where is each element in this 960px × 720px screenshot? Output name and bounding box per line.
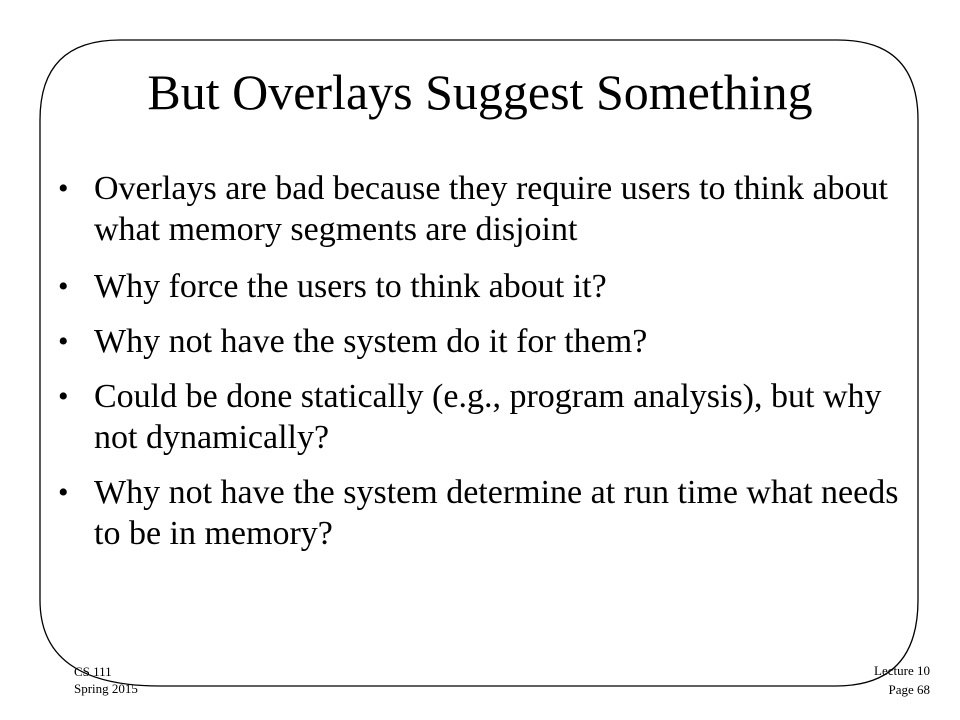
bullet-item [58, 266, 918, 307]
bullet-dot: • [58, 172, 69, 205]
bullet-text: Could be done statically (e.g., program analysis), but why not dynamically? [94, 378, 882, 456]
bullet-item [58, 472, 918, 554]
footer-course: CS 111 [74, 664, 112, 679]
bullet-item [58, 321, 918, 362]
bullet-item [58, 168, 918, 250]
bullet-list [58, 168, 918, 554]
footer-lecture: Lecture 10 [874, 663, 930, 678]
bullet-text: Why not have the system do it for them? [94, 323, 648, 360]
footer-course-info [74, 663, 138, 697]
footer-page: Page 68 [888, 682, 930, 697]
bullet-text: Why not have the system determine at run time what needs to be in memory? [94, 474, 899, 552]
bullet-text: Why force the users to think about it? [94, 268, 607, 305]
bullet-dot: • [58, 270, 69, 303]
bullet-dot: • [58, 325, 69, 358]
bullet-item [58, 376, 918, 458]
bullet-dot: • [58, 476, 69, 509]
footer-term: Spring 2015 [74, 681, 138, 696]
footer-lecture-info [874, 661, 930, 699]
slide-title: But Overlays Suggest Something [147, 64, 813, 120]
bullet-dot: • [58, 380, 69, 413]
bullet-text: Overlays are bad because they require users to think about what memory segments are disjoint [94, 170, 888, 248]
